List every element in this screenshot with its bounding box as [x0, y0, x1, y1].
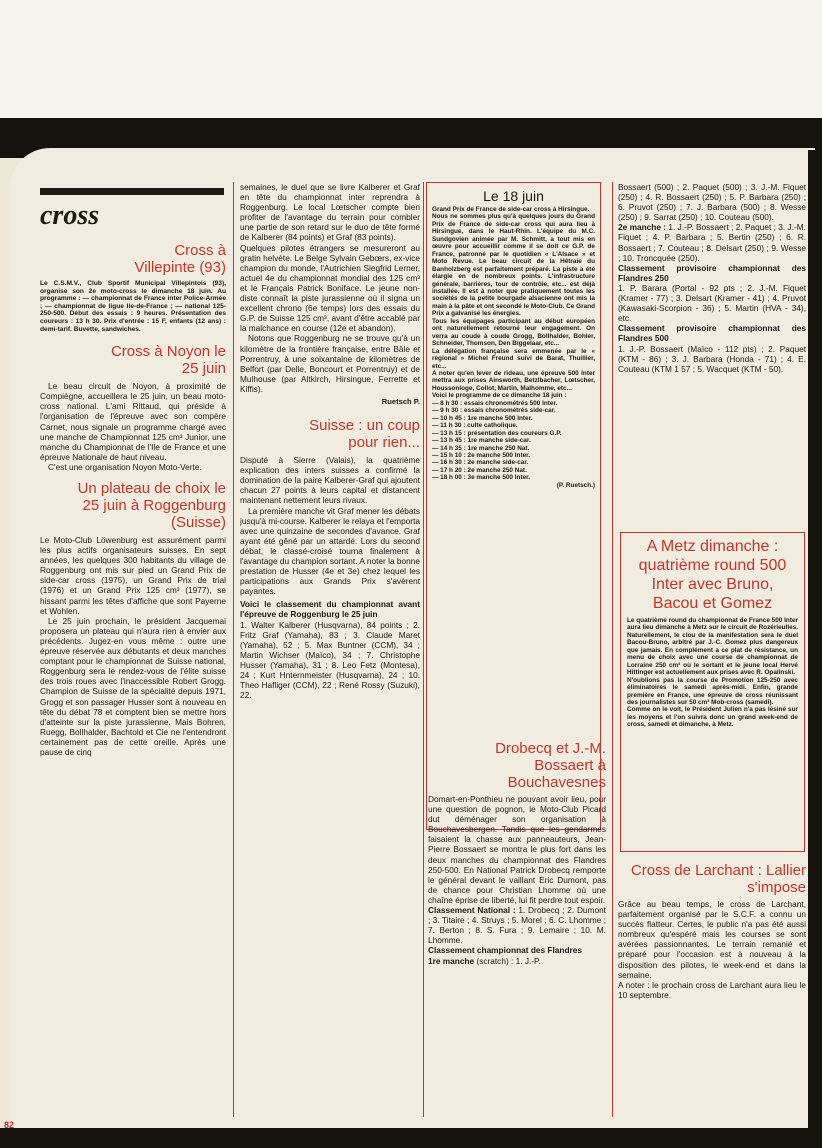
bottom-black-band	[0, 1128, 822, 1148]
article-heading: Cross à Villepinte (93)	[134, 242, 226, 276]
article-heading: Drobecq et J.-M. Bossaert à Bouchavesnes	[495, 740, 606, 791]
program-line: — 17 h 20 : 2e manche 250 Nat.	[432, 466, 527, 474]
box-body: Comme on le voit, le Président Julien n'a pas lésiné sur les moyens et l'on suivra donc un grand week-end de cross, samedi et dimanche, à Metz.	[627, 706, 798, 729]
class-sub: 1re manche	[428, 955, 475, 966]
column-rule	[233, 182, 234, 1117]
article-body: semaines, le duel que se livre Kalberer et Graf en tête du championnat inter reprendra à Roggenburg. Le local Lœtscher compte bien profiter de l'avantage du terrain pour combler une partie de son retard sur le duo de tête formé de Kalberer (84 points) et Graf (83 points).	[240, 182, 420, 243]
program-line: — 10 h 45 : 1re manche 500 Inter.	[432, 414, 533, 422]
article-body: Grâce au beau temps, le cross de Larchant, parfaitement organisé par le S.C.F. a connu un succès flatteur. Certes, le public n'a pas été aussi nombreux qu'espéré mais les courses se sont avérées passionnantes. Le terrain remanié et préparé pour l'occasion est à nouveau à la disposition des pilotes, le week-end et dans la semaine.	[618, 899, 806, 980]
program-line: — 16 h 30 : 2e manche side-car.	[432, 459, 529, 467]
article-body: Notons que Roggenburg ne se trouve qu'à un kilomètre de la frontière française, entre Bâle et Porrentruy, à une soixantaine de kilomètres de Belfort (par Delle, Boncourt et Porrentruy) et de Mulhouse (par Altkirch, Hirsingue, Ferrette et Kiffis).	[240, 333, 420, 394]
article-heading: Un plateau de choix le 25 juin à Roggenburg (Suisse)	[77, 480, 226, 531]
column-rule	[423, 182, 424, 1117]
program-line: — 14 h 35 : 1re manche 250 Nat.	[432, 444, 530, 452]
box-body: La délégation française sera emmenée par le « régional » Michel Freund suivi de Barat, Thuillier, etc...	[432, 347, 595, 370]
class-title	[428, 905, 606, 945]
box-heading: Le 18 juin	[483, 188, 544, 204]
article-heading: Cross à Noyon le 25 juin	[110, 343, 226, 378]
manche-label: 2e manche :	[618, 222, 667, 233]
article-heading: Cross de Larchant : Lallier s'impose	[630, 862, 806, 896]
article-body: Bossaert (500) ; 2. Paquet (500) ; 3. J.-M. Fiquet (250) ; 4. R. Bossaert (250) ; 5. P. Barbara (250) ; 6. Pruvot (250) ; 7. J. Barbara (500) ; 8. Wesse (250) ; 9. Sarrat (250) ; 10. Couteau (500).	[618, 182, 806, 223]
program-line: — 9 h 30 : essais chronométrés side-car.	[432, 407, 556, 415]
class-body: 1. J.-P. Bossaert (Maïco - 112 pts) ; 2. Paquet (KTM - 86) ; 3. J. Barbara (Honda - 71) ; 4. E. Couteau (KTM 1 57 ; 5. Wacquet (KTM - 50).	[618, 343, 806, 374]
boxed-article-18-juin	[426, 182, 601, 830]
manche-body: 1. J.-P. Bossaert ; 2. Paquet ; 3. J.-M. Fiquet ; 4. P. Barbara ; 5. Bertin (250) ; 6. R. Bossaert ; 7. Couteau ; 8. Delsart (250) ; 9. Wesse ; 10. Troncquée (250).	[618, 222, 806, 263]
ranking-title: Voici le classement du championnat avant l'épreuve de Roggenburg le 25 juin	[240, 599, 420, 620]
class-title: Classement championnat des Flandres	[428, 945, 582, 956]
box-body: A noter qu'en lever de rideau, une épreuve 500 Inter mettra aux prises Ainsworth, Betzlbacher, Lœtscher, Houssonloge, Collot, Martin, Malhomme, etc...	[432, 369, 595, 392]
article-body: A noter : le prochain cross de Larchant aura lieu le 10 septembre.	[618, 979, 806, 1000]
article-heading: Suisse : un coup pour rien...	[309, 417, 420, 452]
box-intro: Grand Prix de France de side-car cross à Hirsingue.	[432, 206, 590, 213]
boxed-article-metz	[620, 532, 805, 852]
box-body: Tous les équipages participant au début européen ont naturellement retourné leur engagement. On verra au coude à coude Grogg, Bollhalder, Bohler, Schneider, Thomson, Den Biggelaar, etc...	[432, 317, 595, 348]
section-bar	[40, 188, 224, 195]
column-rule	[612, 182, 613, 1117]
article-body: Quelques pilotes étrangers se mesureront au gratin helvète. Le Belge Sylvain Gebœrs, ex-vice champion du monde, l'Autrichien Siegfrid Lerner, actuel 4e du championnat mondial des 125 cm³ et le Français Patrick Boniface. Le jeune non-diste connaît la piste jurassienne où il signa un excellent chrono (6e temps) lors des essais du G.P. de Suisse 125 cm³, avant d'être accablé par la malchance en course (12e et abandon).	[240, 242, 420, 334]
program-line: — 13 h 45 : 1re manche side-car.	[432, 437, 531, 445]
manche-2	[618, 222, 806, 262]
class-body: (scratch) : 1. J.-P.	[476, 955, 541, 966]
class-body: 1. Drobecq ; 2. Dumont ; 3. Titaire ; 4. Struys ; 5. Morel ; 6. C. Lhomme ; 7. Berton ; 8. S. Fura ; 9. Lemaire ; 10. M. Lhomme.	[428, 905, 606, 946]
program-line: — 11 h 30 : culte catholique.	[432, 422, 518, 430]
program-line: — 18 h 00 : 3e manche 500 Inter.	[432, 474, 531, 482]
column-4	[618, 182, 806, 532]
class-body: 1. P. Barara (Portal - 92 pts ; 2. J.-M. Fiquet (Kramer - 77) ; 3. Delsart (Kramer - 41) ; 4. Pruvot (Kawasaki-Scorpion - 36) ; 5. Martin (HVA - 34), etc.	[618, 282, 806, 324]
class-label: Classement National :	[428, 905, 516, 916]
article-body: Disputé à Sierre (Valais), la quatrième explication des inters suisses a confirmé la domination de la paire Kalberer-Graf qui ajoutent chacun 27 points à leurs capital et distancent maintenant nettement leurs rivaux.	[240, 455, 420, 506]
article-body: C'est une organisation Noyon Moto-Verte.	[48, 461, 202, 472]
article-body: La première manche vit Graf mener les débats jusqu'à mi-course. Kalberer le relaya et l'emporta avec une quinzaine de secondes d'avance. Graf ayant été gêné par un attardé. Lors du second débat, le classé-croisé tourna finalement à l'avantage du champion sortant. A noter la bonne prestation de Husser (4e et 3e) chez lequel les participations aux Grands Prix s'avèrent payantes.	[240, 505, 420, 597]
article-body: Le Moto-Club Löwenburg est assurément parmi les plus actifs organisateurs suisses. En sept années, les quelques 300 habitants du village de Roggenburg ont mis sur pied un Grand Prix de side-car cross (1975), un Grand Prix de trial (1976) et un Grand Prix 125 cm³ (1977), se hissant parmi les têtes d'affiche que sont Payerne et Wohlen.	[40, 535, 226, 616]
box-body: Nous ne sommes plus qu'à quelques jours du Grand Prix de France de side-car cross qui aura lieu à Hirsingue, dans le Haut-Rhin. L'équipe du M.C. Sundgovien animée par M. Schmitt, a tout mis en œuvre pour accueillir comme il se doit ce G.P. de France, patronné par le quotidien « L'Alsace » et Moto Revue. Le beau circuit de la Hêtraie du Banholzberg est parfaitement préparé. La piste a été élargie en de nombreux points. L'infrastructure générale, barrières, tour de contrôle, etc... est déjà installée. Il est à noter que pratiquement toutes les sociétés de la petite bourgade alsacienne ont mis la main à la pâte et ont secondé le Moto-Club. Ce Grand Prix a galvanisé les énergies.	[432, 213, 595, 318]
right-black-band	[808, 150, 822, 1148]
program-line: — 15 h 10 : 2e manche 500 Inter.	[432, 451, 531, 459]
class-line	[428, 956, 606, 966]
class-title: Classement provisoire championnat des Flandres 250	[618, 262, 806, 283]
column-4-lower	[618, 862, 806, 1122]
article-body: Le C.S.M.V., Club Sportif Municipal Villepintois (93), organise son 2e moto-cross le dimanche 18 juin. Au programme : — championnat de France inter Police-Armée ; — championnat de ligue Ile-de-France ; — national 125-250-500. Début des essais : 9 heures. Présentation des coureurs : 13 h 30. Prix d'entrée : 15 F, enfants (12 ans) : demi-tarif. Buvette, sandwiches.	[40, 280, 226, 333]
article-body: Le beau circuit de Noyon, à proximité de Compiègne, accueillera le 25 juin, un beau moto-cross national. L'ami Rittaud, qui préside à l'organisation de l'épreuve avec son compère Carnet, nous signale un programme chargé avec une manche de Championnat 125 cm³ Junior, une manche du Championnat de l'Ile de France et une épreuve Nationale de haut niveau.	[40, 381, 226, 462]
program-line: — 8 h 30 : essais chronométrés 500 Inter.	[432, 399, 558, 407]
article-body: Domart-en-Ponthieu ne pouvant avoir lieu, pour une question de pognon, le Moto-Club Picard dut déménager son organisation à Bouchavesbergen. Tandis que les gendarmes faisaient la chasse aux panneauteurs, Jean-Pierre Bossaert se montra le plus fort dans les deux manches du championnat des Flandres 250-500. En National Patrick Drobecq remporte le général devant le vaillant Eric Dumont, pas de chance pour Christian Lhomme où une chaîne éprise de liberté, lui fit perdre tout espoir.	[428, 794, 606, 905]
section-title: cross	[40, 200, 100, 231]
box-body: N'oublions pas la course de Promotion 125-250 avec éliminatoires le samedi après-midi. Enfin, grande première en France, une épreuve de cross réunissant des journalistes sur 50 cm³ Mob-cross (samedi).	[627, 676, 798, 706]
class-title: Classement provisoire championnat des Flandres 500	[618, 323, 806, 344]
ranking-body: 1. Walter Kalberer (Husqvarna), 84 points ; 2. Fritz Graf (Yamaha), 83 ; 3. Claude Maret (Yamaha), 52 ; 5. Max Buntner (CCM), 34 ; Martin Wichser (Maïco), 34 ; 7. Christophe Husser (Yamaha), 31 ; 8. Leo Fetz (Montesa), 24 ; Kurt Hnternmeister (Husqvarna), 24 ; 10. Theo Hafliger (CCM), 22 ; René Rossy (Suzuki), 22.	[240, 619, 420, 701]
box-heading: A Metz dimanche : quatrième round 500 Inter avec Bruno, Bacou et Gomez	[638, 538, 787, 612]
column-1	[40, 242, 226, 1122]
box-body: Le quatrième round du championnat de France 500 Inter aura lieu dimanche à Metz sur le circuit de Rozérieulles. Naturellement, le clou de la manifestation sera le duel Bacou-Bruno, arbitré par J.-C. Gomez plus dangereux que jamais. En complément a ce plat de résistance, un menu de choix avec une course de championnat de Lorraine 250 cm³ où le sortant et le jeune local Hervé Hittinger est actuellement aux prises avec R. Opalinski.	[627, 617, 798, 677]
box-body: Voici le programme de ce dimanche 18 juin :	[432, 392, 567, 400]
article-body: Le 25 juin prochain, le président Jacquemai proposera un plateau qui n'aura rien à envier aux précédents. Jugez-en vous même : outre une épreuve réservée aux débutants et deux manches comptant pour le championnat de Suisse national, Roggenburg sera le rendez-vous de l'élite suisse des trois roues avec l'inaccessible Robert Grogg. Champion de Suisse de la spécialité depuis 1971, Grogg et son passager Husser sont à nouveau en tête du débat 78 et comptent bien se mettre hors d'atteinte sur la piste jurassienne. Mais Bohren, Ruegg, Bollhalder, Bachtold et Cie ne l'entendront certainement pas de cette oreille. Après une pause de cinq	[40, 615, 226, 757]
column-3-lower	[428, 740, 606, 1122]
signature: (P. Ruetsch.)	[556, 481, 595, 489]
page-number: 82	[4, 1120, 15, 1130]
signature: Ruetsch P.	[381, 396, 420, 406]
program-line: — 13 h 15 : présentation des coureurs G.P.	[432, 429, 562, 437]
column-2	[240, 182, 420, 1122]
